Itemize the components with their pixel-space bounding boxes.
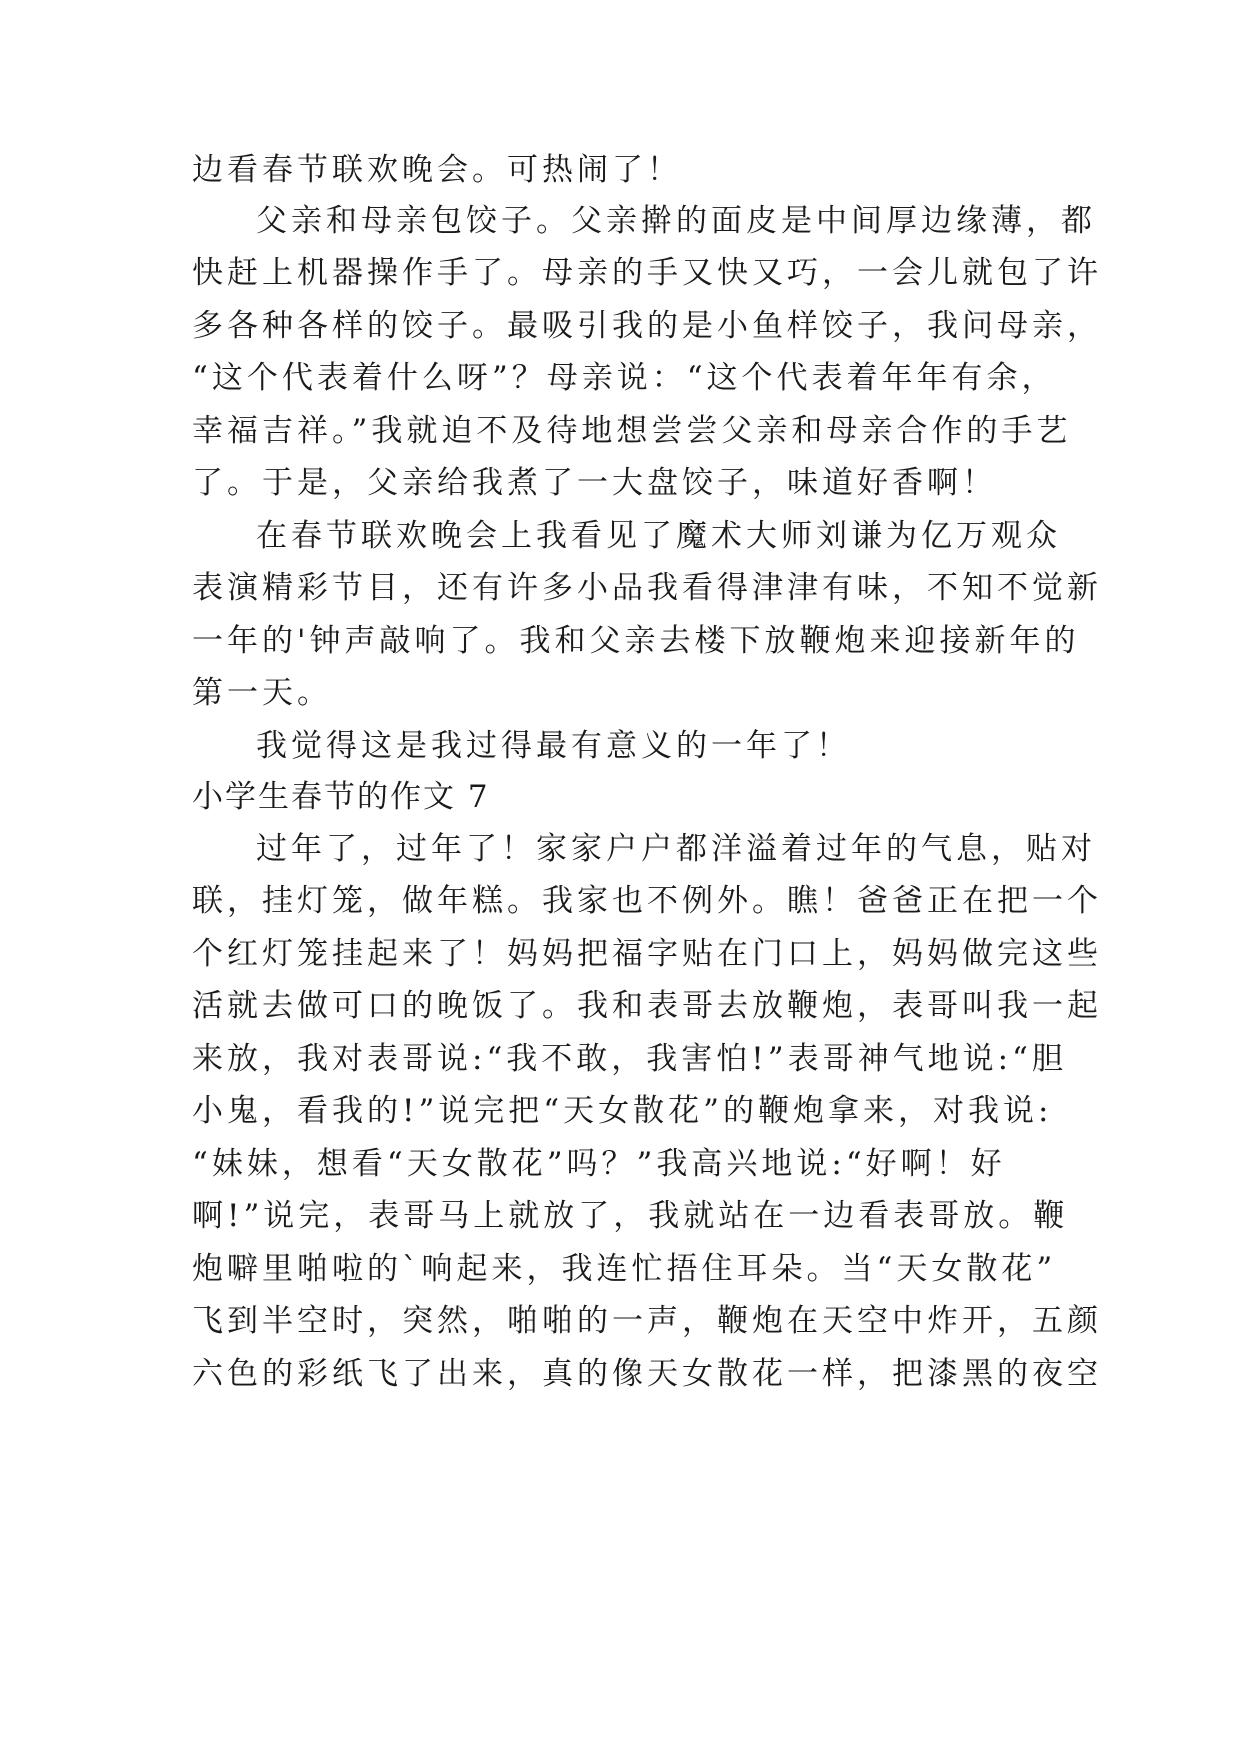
paragraph-start-line: 在春节联欢晚会上我看见了魔术大师刘谦为亿万观众 (256, 518, 1061, 554)
text-line: 多各种各样的饺子。最吸引我的是小鱼样饺子，我问母亲， (192, 308, 1102, 344)
text-line: 来放，我对表哥说:“我不敢，我害怕!”表哥神气地说:“胆 (192, 1041, 1067, 1077)
text-line: 六色的彩纸飞了出来，真的像天女散花一样，把漆黑的夜空 (192, 1356, 1102, 1392)
text-line: 第一天。 (192, 675, 332, 711)
section-heading: 小学生春节的作文 7 (192, 779, 490, 815)
text-line: 快赶上机器操作手了。母亲的手又快又巧，一会儿就包了许 (192, 255, 1102, 291)
text-line: 啊!”说完，表哥马上就放了，我就站在一边看表哥放。鞭 (192, 1198, 1069, 1234)
text-line: 炮噼里啪啦的`响起来，我连忙捂住耳朵。当“天女散花” (192, 1251, 1057, 1287)
paragraph-start-line: 父亲和母亲包饺子。父亲擀的面皮是中间厚边缘薄，都 (256, 203, 1096, 239)
text-line: 表演精彩节目，还有许多小品我看得津津有味，不知不觉新 (192, 570, 1102, 606)
text-line: 个红灯笼挂起来了！妈妈把福字贴在门口上，妈妈做完这些 (192, 936, 1102, 972)
text-line: 一年的'钟声敲响了。我和父亲去楼下放鞭炮来迎接新年的 (192, 623, 1080, 659)
paragraph-start-line: 我觉得这是我过得最有意义的一年了！ (256, 728, 851, 764)
text-line: 边看春节联欢晚会。可热闹了！ (192, 152, 682, 188)
paragraph-start-line: 过年了，过年了！家家户户都洋溢着过年的气息，贴对 (256, 831, 1096, 867)
text-line: 小鬼，看我的!”说完把“天女散花”的鞭炮拿来，对我说: (192, 1093, 1053, 1129)
text-line: 飞到半空时，突然，啪啪的一声，鞭炮在天空中炸开，五颜 (192, 1303, 1102, 1339)
text-line: 活就去做可口的晚饭了。我和表哥去放鞭炮，表哥叫我一起 (192, 988, 1102, 1024)
text-line: 幸福吉祥。”我就迫不及待地想尝尝父亲和母亲合作的手艺 (192, 413, 1072, 449)
text-line: 了。于是，父亲给我煮了一大盘饺子，味道好香啊！ (192, 465, 997, 501)
text-line: 联，挂灯笼，做年糕。我家也不例外。瞧！爸爸正在把一个 (192, 883, 1102, 919)
text-line: “这个代表着什么呀”？母亲说：“这个代表着年年有余， (192, 360, 1057, 396)
text-line: “妹妹，想看“天女散花”吗？”我高兴地说:“好啊！好 (192, 1146, 1006, 1182)
